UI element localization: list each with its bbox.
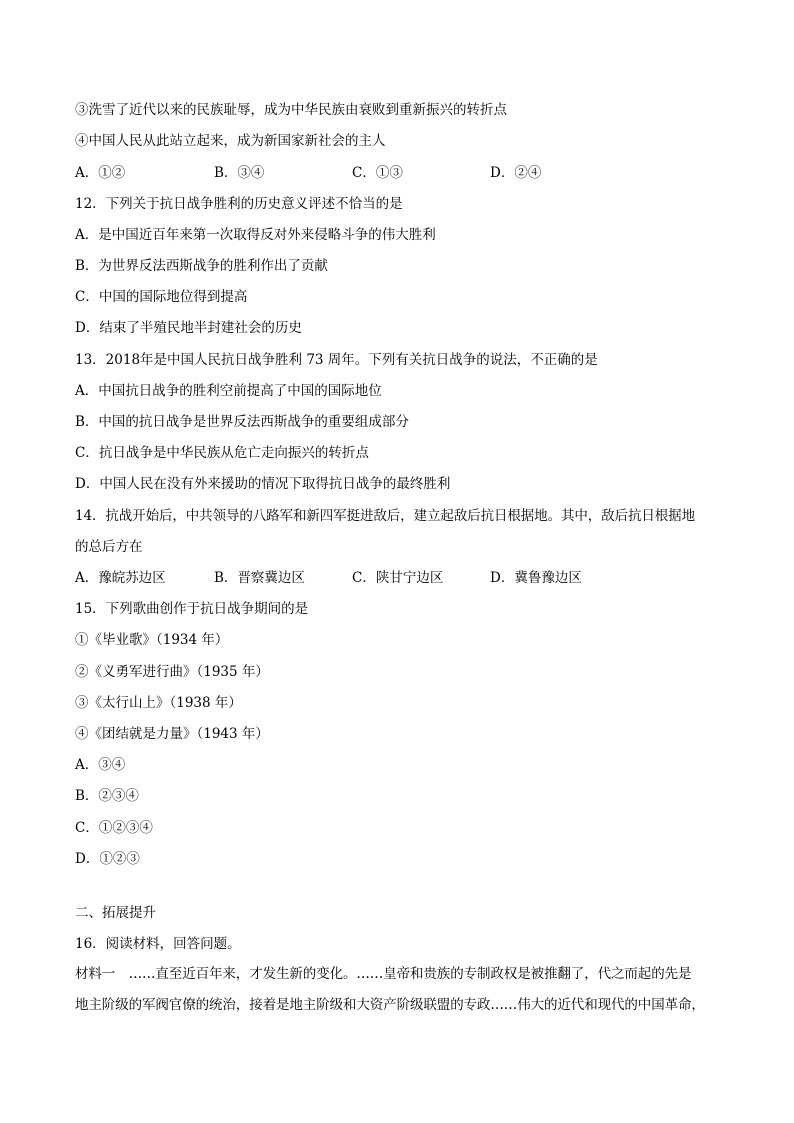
q14-option-a[interactable]: A．豫皖苏边区 xyxy=(75,570,166,586)
q13-option-b[interactable]: B．中国的抗日战争是世界反法西斯战争的重要组成部分 xyxy=(75,414,409,430)
q12-option-c[interactable]: C．中国的国际地位得到提高 xyxy=(75,289,248,305)
material-1-line2: 地主阶级的军阀官僚的统治，接着是地主阶级和大资产阶级联盟的专政……伟大的近代和现代的中国革命， xyxy=(75,997,705,1013)
statement-3: ③洗雪了近代以来的民族耻辱，成为中华民族由衰败到重新振兴的转折点 xyxy=(75,102,507,118)
q15-option-b[interactable]: B．②③④ xyxy=(75,788,139,804)
q15-option-a[interactable]: A．③④ xyxy=(75,757,126,773)
q12-option-a[interactable]: A．是中国近百年来第一次取得反对外来侵略斗争的伟大胜利 xyxy=(75,227,436,243)
q13-option-c[interactable]: C．抗日战争是中华民族从危亡走向振兴的转折点 xyxy=(75,445,369,461)
q12-stem: 12．下列关于抗日战争胜利的历史意义评述不恰当的是 xyxy=(75,196,403,212)
q11-option-a[interactable]: A．①② xyxy=(75,165,126,181)
q13-option-d[interactable]: D．中国人民在没有外来援助的情况下取得抗日战争的最终胜利 xyxy=(75,476,451,492)
q14-option-b[interactable]: B．晋察冀边区 xyxy=(214,570,305,586)
q15-option-d[interactable]: D．①②③ xyxy=(75,851,140,867)
q15-song-3: ③《太行山上》（1938 年） xyxy=(75,695,242,711)
q11-option-c[interactable]: C．①③ xyxy=(352,165,403,181)
material-1-line1: 材料一 ……直至近百年来，才发生新的变化。……皇帝和贵族的专制政权是被推翻了，代之而起的先是 xyxy=(75,966,692,982)
statement-4: ④中国人民从此站立起来，成为新国家新社会的主人 xyxy=(75,133,386,149)
q16-stem: 16．阅读材料，回答问题。 xyxy=(75,936,241,952)
q14-option-d[interactable]: D．冀鲁豫边区 xyxy=(490,570,582,586)
q15-song-2: ②《义勇军进行曲》（1935 年） xyxy=(75,664,269,680)
q13-stem: 13．2018年是中国人民抗日战争胜利 73 周年。下列有关抗日战争的说法，不正确的是 xyxy=(75,352,598,368)
q11-option-d[interactable]: D．②④ xyxy=(490,165,542,181)
q12-option-d[interactable]: D．结束了半殖民地半封建社会的历史 xyxy=(75,320,302,336)
q14-stem-line1: 14．抗战开始后，中共领导的八路军和新四军挺进敌后，建立起敌后抗日根据地。其中，敌后抗日根据地 xyxy=(75,508,695,524)
q15-song-4: ④《团结就是力量》（1943 年） xyxy=(75,726,269,742)
q12-option-b[interactable]: B．为世界反法西斯战争的胜利作出了贡献 xyxy=(75,258,328,274)
q14-option-c[interactable]: C．陕甘宁边区 xyxy=(352,570,444,586)
q15-option-c[interactable]: C．①②③④ xyxy=(75,820,153,836)
q15-song-1: ①《毕业歌》（1934 年） xyxy=(75,632,229,648)
q11-option-b[interactable]: B．③④ xyxy=(214,165,265,181)
section-heading: 二、拓展提升 xyxy=(75,905,156,921)
q15-stem: 15．下列歌曲创作于抗日战争期间的是 xyxy=(75,601,309,617)
q13-option-a[interactable]: A．中国抗日战争的胜利空前提高了中国的国际地位 xyxy=(75,383,382,399)
q14-stem-line2: 的总后方在 xyxy=(75,539,143,555)
